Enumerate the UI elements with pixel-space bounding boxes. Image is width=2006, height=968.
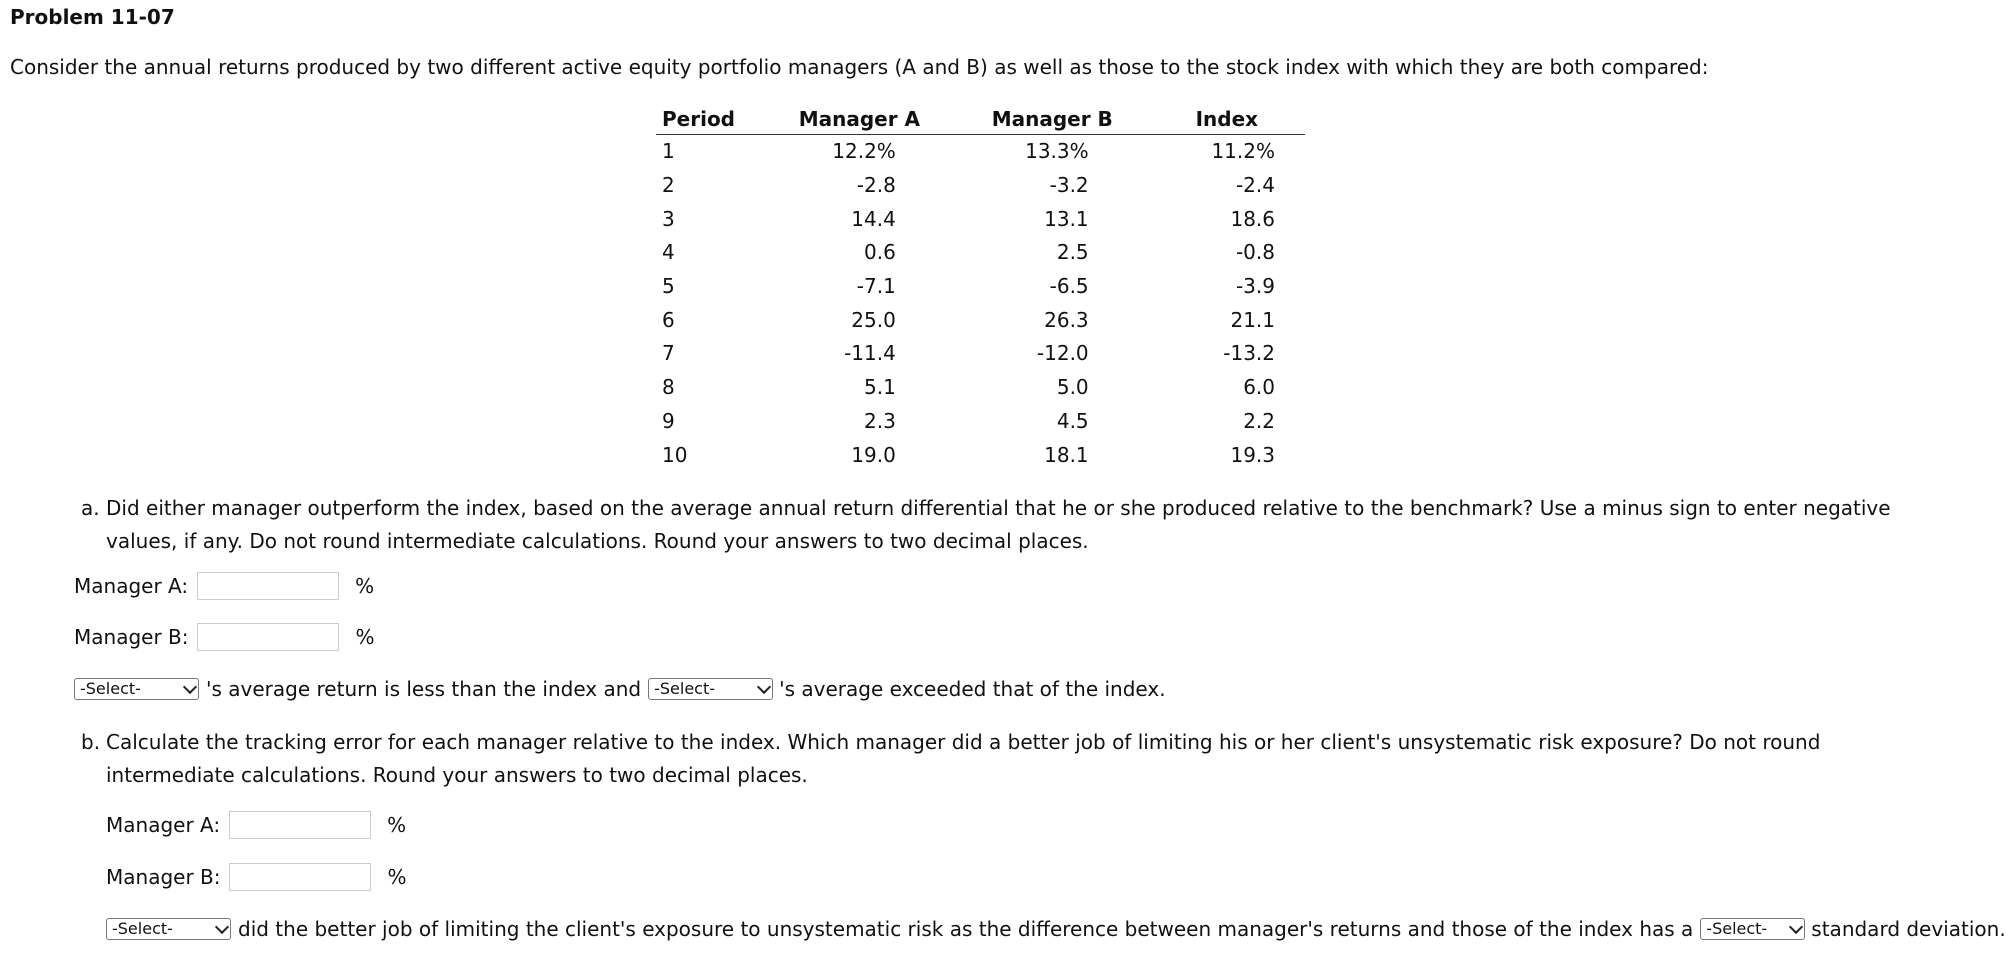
cell-period: 8 bbox=[662, 375, 675, 400]
chevron-down-icon bbox=[1789, 919, 1803, 933]
cell-period: 7 bbox=[662, 341, 675, 366]
cell-manager-b: 26.3 bbox=[1044, 307, 1089, 332]
cell-index: -13.2 bbox=[1223, 341, 1275, 366]
part-b-question bbox=[81, 726, 1941, 792]
cell-index: -0.8 bbox=[1235, 240, 1275, 265]
cell-manager-a: 14.4 bbox=[851, 206, 896, 231]
cell-manager-b: 5.0 bbox=[1056, 375, 1089, 400]
part-a-manager-a-label: Manager A: bbox=[74, 574, 189, 598]
table-row bbox=[656, 169, 1305, 203]
percent-unit: % bbox=[355, 574, 375, 598]
table-row bbox=[656, 270, 1305, 304]
part-b-select-2[interactable] bbox=[1700, 918, 1805, 940]
table-row bbox=[656, 303, 1305, 337]
cell-period: 2 bbox=[662, 173, 675, 198]
cell-index: 2.2 bbox=[1243, 408, 1275, 433]
cell-index: 6.0 bbox=[1243, 375, 1275, 400]
cell-manager-a: 12.2% bbox=[832, 139, 896, 164]
cell-manager-a: -2.8 bbox=[856, 173, 896, 198]
cell-manager-a: -11.4 bbox=[844, 341, 896, 366]
select-value: -Select- bbox=[112, 919, 173, 938]
cell-index: 21.1 bbox=[1230, 307, 1275, 332]
part-a-sentence-mid: 's average return is less than the index and bbox=[206, 677, 642, 701]
table-row bbox=[656, 337, 1305, 371]
percent-unit: % bbox=[387, 865, 407, 889]
cell-period: 10 bbox=[662, 442, 688, 467]
percent-unit: % bbox=[387, 813, 407, 837]
problem-intro: Consider the annual returns produced by two different active equity portfolio managers (A and B) as well as those to the stock index with which they are both compared: bbox=[10, 55, 1709, 79]
chevron-down-icon bbox=[183, 679, 197, 693]
part-b-select-1[interactable] bbox=[106, 918, 231, 940]
part-a-select-2[interactable] bbox=[648, 678, 773, 700]
cell-period: 9 bbox=[662, 408, 675, 433]
part-a-text: Did either manager outperform the index, based on the average annual return differential that he or she produced relative to the benchmark? Use a minus sign to enter negative values, if any. Do not round intermediate calculations. Round your answers to two decimal places. bbox=[106, 496, 1891, 553]
header-manager-b: Manager B bbox=[956, 104, 1149, 135]
cell-period: 1 bbox=[662, 139, 675, 164]
cell-index: -3.9 bbox=[1235, 274, 1275, 299]
part-a-question bbox=[81, 492, 1941, 558]
select-value: -Select- bbox=[80, 679, 141, 698]
percent-unit: % bbox=[355, 625, 375, 649]
cell-manager-b: -12.0 bbox=[1036, 341, 1089, 366]
part-a-sentence bbox=[74, 674, 1166, 704]
select-value: -Select- bbox=[1706, 919, 1768, 938]
cell-index: 11.2% bbox=[1211, 139, 1275, 164]
part-a-manager-b-input[interactable] bbox=[197, 623, 339, 651]
cell-index: 19.3 bbox=[1230, 442, 1275, 467]
cell-period: 5 bbox=[662, 274, 675, 299]
problem-title: Problem 11-07 bbox=[10, 5, 175, 29]
cell-manager-a: 19.0 bbox=[851, 442, 896, 467]
cell-manager-b: 13.1 bbox=[1044, 206, 1089, 231]
part-a-label: a. bbox=[81, 496, 100, 520]
cell-manager-a: 2.3 bbox=[864, 408, 896, 433]
part-a-sentence-end: 's average exceeded that of the index. bbox=[779, 677, 1166, 701]
cell-manager-b: -6.5 bbox=[1049, 274, 1089, 299]
cell-manager-b: 13.3% bbox=[1025, 139, 1089, 164]
part-b-label: b. bbox=[81, 730, 101, 754]
part-a-manager-b-row bbox=[74, 622, 375, 652]
cell-manager-a: 0.6 bbox=[864, 240, 896, 265]
cell-period: 6 bbox=[662, 307, 675, 332]
table-row bbox=[656, 405, 1305, 439]
cell-manager-a: 5.1 bbox=[864, 375, 896, 400]
part-b-text: Calculate the tracking error for each manager relative to the index. Which manager did a better job of limiting his or her client's unsystematic risk exposure? Do not round intermediate calculations. Round your answers to two decimal places. bbox=[106, 730, 1821, 787]
table-row bbox=[656, 236, 1305, 270]
table-header-row bbox=[656, 104, 1305, 135]
cell-manager-b: 2.5 bbox=[1056, 240, 1089, 265]
part-b-sentence bbox=[106, 914, 2006, 944]
part-b-manager-b-label: Manager B: bbox=[106, 865, 221, 889]
part-b-sentence-mid: did the better job of limiting the client's exposure to unsystematic risk as the difference between manager's returns and those of the index has a bbox=[238, 917, 1694, 941]
cell-index: 18.6 bbox=[1230, 206, 1275, 231]
part-b-manager-a-label: Manager A: bbox=[106, 813, 221, 837]
table-row bbox=[656, 135, 1305, 169]
part-b-manager-b-row bbox=[106, 862, 407, 892]
cell-index: -2.4 bbox=[1235, 173, 1275, 198]
part-a-manager-a-input[interactable] bbox=[197, 572, 339, 600]
part-b-sentence-end: standard deviation. bbox=[1811, 917, 2006, 941]
cell-period: 3 bbox=[662, 206, 675, 231]
table-row bbox=[656, 438, 1305, 472]
returns-table bbox=[656, 104, 1305, 472]
select-value: -Select- bbox=[654, 679, 716, 698]
table-row bbox=[656, 202, 1305, 236]
part-a-select-1[interactable] bbox=[74, 678, 199, 700]
cell-period: 4 bbox=[662, 240, 675, 265]
cell-manager-b: 4.5 bbox=[1056, 408, 1089, 433]
part-a-manager-a-row bbox=[74, 571, 374, 601]
part-a-manager-b-label: Manager B: bbox=[74, 625, 189, 649]
chevron-down-icon bbox=[215, 919, 229, 933]
header-index: Index bbox=[1149, 104, 1305, 135]
part-b-manager-b-input[interactable] bbox=[229, 863, 371, 891]
part-b-manager-a-input[interactable] bbox=[229, 811, 371, 839]
part-b-manager-a-row bbox=[106, 810, 406, 840]
cell-manager-a: -7.1 bbox=[856, 274, 896, 299]
table-row bbox=[656, 371, 1305, 405]
header-manager-a: Manager A bbox=[763, 104, 956, 135]
chevron-down-icon bbox=[757, 679, 771, 693]
cell-manager-b: -3.2 bbox=[1049, 173, 1089, 198]
header-period: Period bbox=[656, 104, 763, 135]
cell-manager-a: 25.0 bbox=[851, 307, 896, 332]
cell-manager-b: 18.1 bbox=[1044, 442, 1089, 467]
